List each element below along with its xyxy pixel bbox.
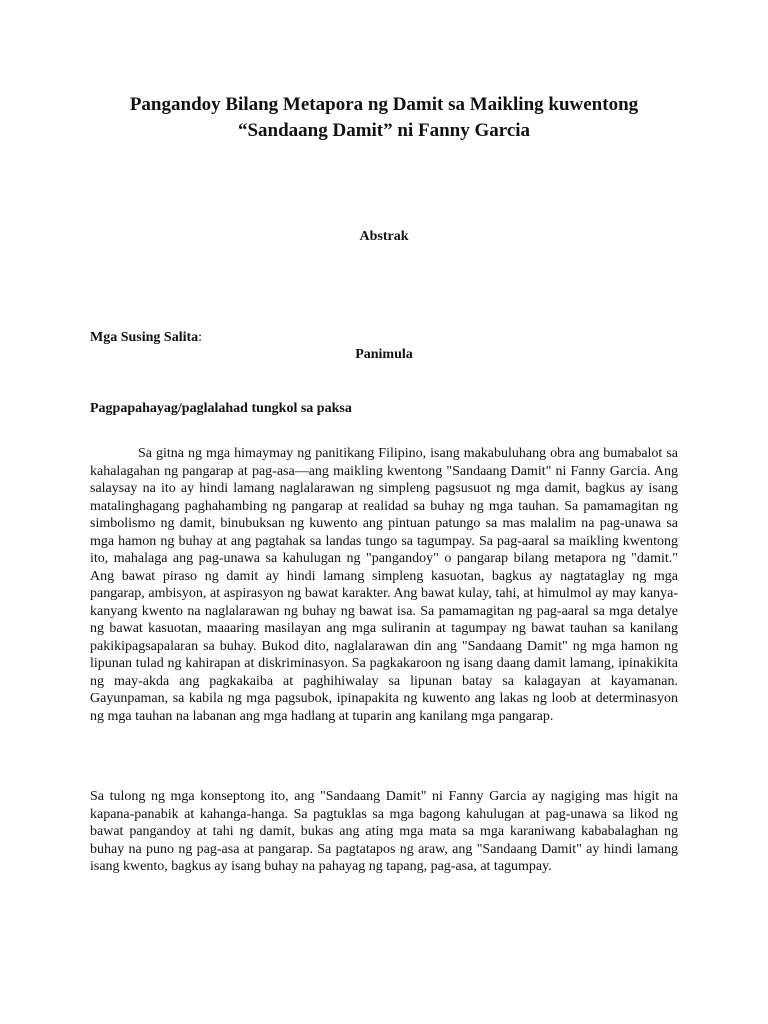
body-paragraph-2: Sa tulong ng mga konseptong ito, ang "Sandaang Damit" ni Fanny Garcia ay nagiging mas higit na kapana-panabik at kahanga-hanga. Sa pagtuklas sa mga bagong kahulugan at pag-unawa sa likod ng bawat pangandoy at tahi ng damit, bukas ang ating mga mata sa mga karaniwang kababalaghan ng buhay na puno ng pag-asa at pangarap. Sa pagtatapos ng araw, ang "Sandaang Damit" ay hindi lamang isang kwento, bagkus ay isang buhay na pahayag ng tapang, pag-asa, at tagumpay. [90, 789, 678, 874]
introduction-heading: Panimula [355, 347, 413, 362]
body-paragraph-1: Sa gitna ng mga himaymay ng panitikang Filipino, isang makabuluhang obra ang bumabalot sa kahalagahan ng pangarap at pag-asa—ang maikling kwentong "Sandaang Damit" ni Fanny Garcia. Ang salaysay na ito ay hindi lamang naglalarawan ng simpleng pagsusuot ng mga damit, bagkus ay isang matalinghagang paghahambing ng pangarap at realidad sa buhay ng mga tauhan. Sa pamamagitan ng simbolismo ng damit, binubuksan ng kuwento ang pintuan patungo sa mas malalim na pag-unawa sa mga hamon ng buhay at ang pagtahak sa landas tungo sa tagumpay. Sa pag-aaral sa maikling kwentong ito, mahalaga ang pag-unawa sa kahulugan ng "pangandoy" o pangarap bilang metapora ng "damit." Ang bawat piraso ng damit ay hindi lamang simpleng kasuotan, bagkus ay nagtataglay ng mga pangarap, ambisyon, at aspirasyon ng bawat karakter. Ang bawat kulay, tahi, at himulmol ay may kanya-kanyang kwento na naglalarawan ng buhay ng bawat isa. Sa pamamagitan ng pag-aaral sa mga detalye ng bawat kasuotan, maaaring masilayan ang mga suliranin at tagumpay ng bawat tauhan sa kanilang pakikipagsapalaran sa buhay. Bukod dito, naglalarawan din ang "Sandaang Damit" ng mga hamon ng lipunan tulad ng kahirapan at diskriminasyon. Sa pagkakaroon ng isang daang damit lamang, ipinakikita ng may-akda ang pagkakaiba at paghihiwalay sa lipunan batay sa kalagayan at kayamanan. Gayunpaman, sa kabila ng mga pagsubok, ipinapakita ng kuwento ang lakas ng loob at determinasyon ng mga tauhan na labanan ang mga hadlang at tuparin ang kanilang mga pangarap. [90, 446, 678, 724]
keywords-colon: : [198, 330, 203, 345]
title-line-1: Pangandoy Bilang Metapora ng Damit sa Maikling kuwentong [129, 94, 639, 115]
title-line-2: “Sandaang Damit” ni Fanny Garcia [237, 120, 531, 141]
keywords-label: Mga Susing Salita [90, 330, 199, 345]
document-title [90, 92, 678, 144]
section-subheading: Pagpapahayag/paglalahad tungkol sa paksa [90, 401, 352, 416]
keywords-line [90, 329, 202, 347]
abstract-heading: Abstrak [359, 229, 409, 244]
